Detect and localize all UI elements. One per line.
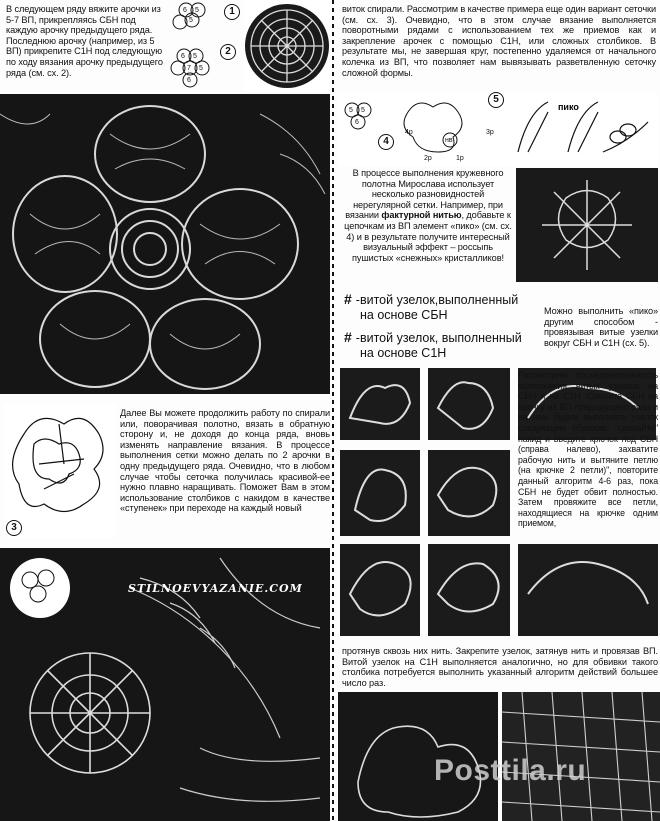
svg-text:7: 7 xyxy=(187,65,191,72)
step-photo-4 xyxy=(340,450,420,536)
svg-text:6: 6 xyxy=(181,53,185,60)
flower-lace-photo xyxy=(0,94,330,394)
svg-text:5: 5 xyxy=(349,107,353,114)
middle-left-text xyxy=(120,408,330,514)
schema-number-4: 4 xyxy=(378,134,394,150)
svg-text:5: 5 xyxy=(195,7,199,14)
legend-text: -витой узелок, выполненный xyxy=(355,331,522,345)
piko-note-text xyxy=(544,306,658,348)
step-photo-6 xyxy=(340,544,420,636)
snowflake-photo xyxy=(516,168,658,282)
legend-item-sbn xyxy=(344,292,540,323)
top-left-text xyxy=(6,4,166,78)
bold-term: фактурной нитью xyxy=(381,210,462,221)
bottom-text xyxy=(342,646,658,688)
step-photo-2 xyxy=(428,368,510,440)
label-nv: нв xyxy=(445,137,453,144)
step-photo-7 xyxy=(428,544,510,636)
svg-text:6: 6 xyxy=(355,119,359,126)
legend-text: на основе С1Н xyxy=(360,346,447,360)
svg-text:5: 5 xyxy=(189,17,193,24)
s1n-knot-icon: # xyxy=(344,329,352,345)
label-3p: 3р xyxy=(486,129,494,136)
schema-5-piko xyxy=(508,92,658,166)
schema-number-5: 5 xyxy=(488,92,504,108)
paragraph: Рассмотрим последовательность выполнения витых узелков на СБН и на С1Н. Свяжите СБН на арочку из ВП предыдущего ряда и на нем будем выполнять узелок следующим образом: "сделайте" накид и введите крючок под СБН (справа налево), захватите рабочую нить и вытяните петлю (на крючке 2 петли)", повторите данный алгоритм 4-6 раз, пока СБН не будет обвит полностью. Затем провяжите все петли, находящиеся на крючке одним приемом, xyxy=(518,370,658,529)
paragraph: В следующем ряду вяжите арочки из 5-7 ВП, прикрепляясь СБН под каждую арочку предыдущего ряда. Последнюю арочку (например, из 5 ВП) прикрепите С1Н под следующую по ходу вязания арочку предыдущего ряда (см. сх. 2). xyxy=(6,4,163,78)
top-right-text xyxy=(342,4,656,78)
step-photo-1 xyxy=(340,368,420,440)
svg-text:5: 5 xyxy=(193,53,197,60)
label-1p: 1р xyxy=(456,155,464,162)
text-part: В процессе выполнения кружевного полотна Мирослава использует несколько разновидностей нерегулярной сетки. Например, при вязании xyxy=(345,168,504,221)
mesh-photo-small xyxy=(244,0,330,92)
legend-text: на основе СБН xyxy=(360,308,448,322)
schema-4 xyxy=(338,92,508,166)
legend-item-s1n xyxy=(344,330,540,361)
schema-number-2: 2 xyxy=(220,44,236,60)
paragraph: Далее Вы можете продолжить работу по спирали или, поворачивая полотно, вязать в обратную сторону и, не доходя до конца ряда, вновь изменять направление вязания. В процессе выполнения сетки можно делать по 2 арочки в одну предыдущего ряда. Очевидно, что в любом случае чтобы сеточка получилась красивой-ее нужно плавно наращивать. Поможет Вам в этом использование столбиков с накидом в качестве «ступенек» при переходе на каждый новый xyxy=(120,408,330,514)
svg-text:5: 5 xyxy=(199,65,203,72)
step-photo-5 xyxy=(428,450,510,536)
paragraph: виток спирали. Рассмотрим в качестве примера еще один вариант сеточки (см. сх. 3). Очевидно, что в этом случае вязание выполняется поворотными рядами с использованием тех же приемов как и закрепление арочек с помощью С1Н, или сложных столбиков. В результате мы, не завершая круг, постепенно удаляемся от начального колечка из ВП, что позволяет нам вывязывать разветвленную сеточку сложной формы. xyxy=(342,4,656,78)
svg-text:5: 5 xyxy=(361,107,365,114)
lace-description-text xyxy=(342,168,514,263)
paragraph: протянув сквозь них нить. Закрепите узелок, затянув нить и провязав ВП. Витой узелок на С1Н выполняется аналогично, но для обвивки такого столбика потребуется выполнить указанный алгоритм действий большее число раз. xyxy=(342,646,658,688)
schema-number-3: 3 xyxy=(6,520,22,536)
text-part: , добавьте к цепочкам из ВП элемент «пико» (см. сх. 4) и в результате получите интересный визуальный эффект – россыпь пушистых «снежных» кристалликов! xyxy=(344,210,512,263)
brand-watermark: Posttila.ru xyxy=(434,754,587,787)
schema-number-1: 1 xyxy=(224,4,240,20)
sbn-knot-icon: # xyxy=(344,291,352,307)
right-column-text xyxy=(518,370,658,529)
paragraph: Можно выполнить «пико» другим способом - провязывая витые узелки вокруг СБН и С1Н (сх. 5). xyxy=(544,306,658,348)
piko-label: пико xyxy=(558,102,579,112)
schema-3 xyxy=(4,404,116,538)
legend-text: -витой узелок,выполненный xyxy=(355,293,519,307)
column-divider xyxy=(332,0,334,821)
watermark-text: STILNOEVYAZANIE.COM xyxy=(128,582,303,595)
svg-text:6: 6 xyxy=(187,77,191,84)
paragraph xyxy=(342,168,514,263)
label-2p: 2р xyxy=(424,155,432,162)
step-photo-8 xyxy=(518,544,658,636)
svg-text:6: 6 xyxy=(183,7,187,14)
label-4p: 4р xyxy=(405,129,413,136)
